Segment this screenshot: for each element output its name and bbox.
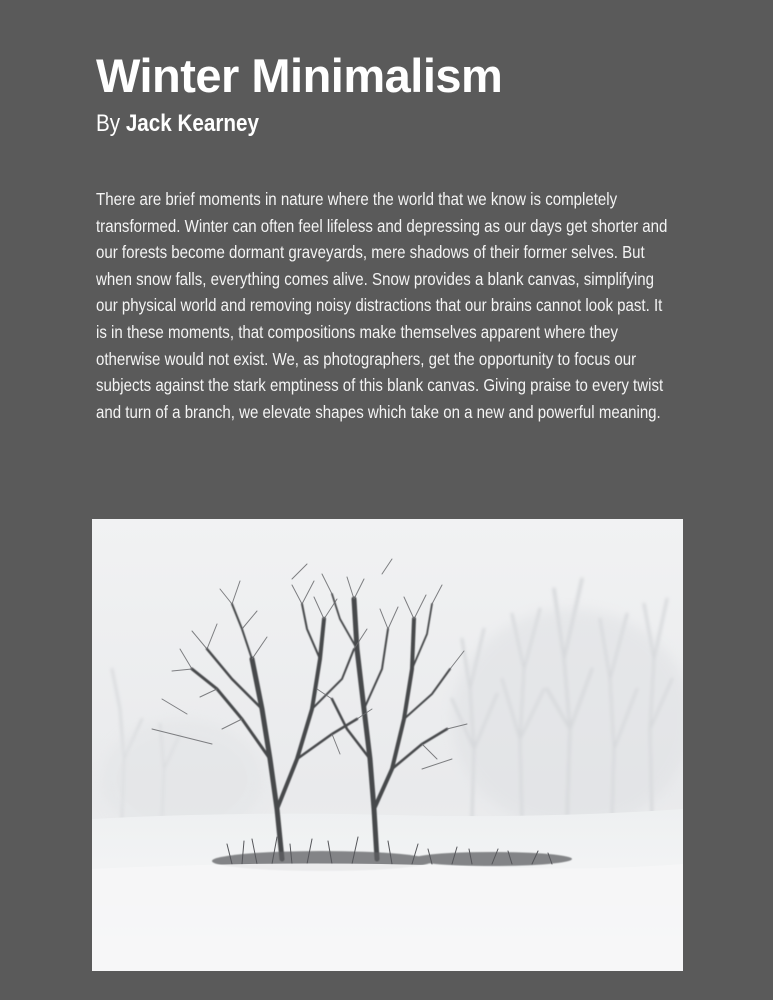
article-body: There are brief moments in nature where the world that we know is completely transformed. Winter can often feel lifeless and depressing as our days get shorter and our forests become dormant graveyards, mere shadows of their former selves. But when snow falls, everything comes alive. Snow provides a blank canvas, simplifying our physical world and removing noisy distractions that our brains cannot look past. It is in these moments, that compositions make themselves apparent where they otherwise would not exist. We, as photographers, get the opportunity to focus our subjects against the stark emptiness of this blank canvas. Giving praise to every twist and turn of a branch, we elevate shapes which take on a new and powerful meaning.	[96, 189, 668, 422]
snowy-trees-photo	[92, 519, 683, 971]
byline-prefix: By	[96, 110, 121, 137]
byline	[96, 108, 259, 140]
author-name: Jack Kearney	[125, 110, 259, 137]
article-title: Winter Minimalism	[96, 49, 503, 102]
